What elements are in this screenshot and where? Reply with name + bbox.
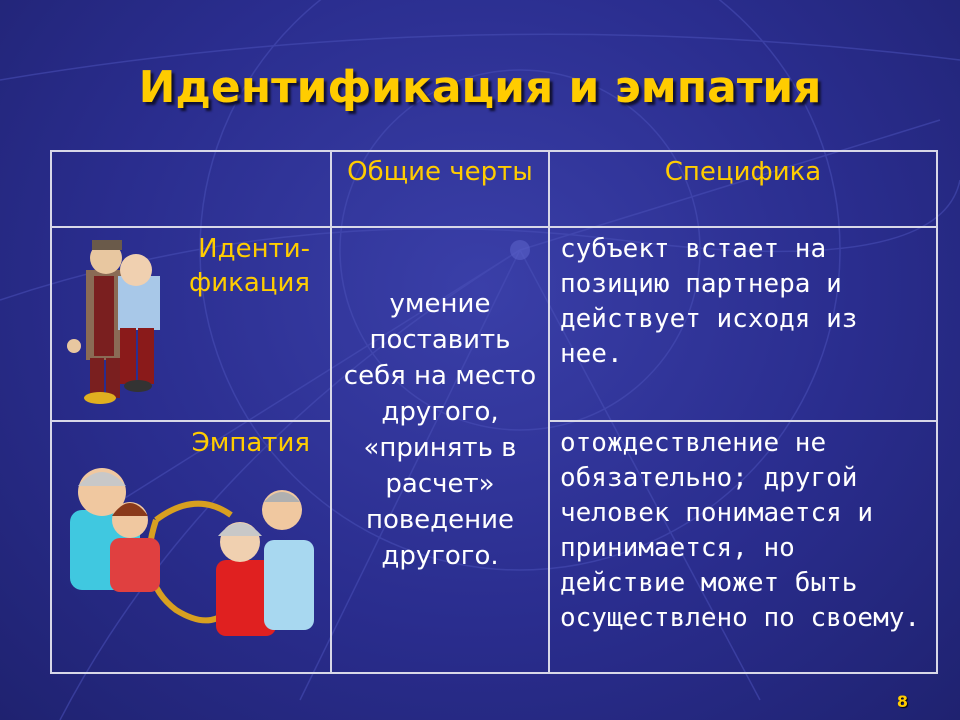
header-common (331, 151, 549, 227)
row-identification-specific-cell (549, 227, 937, 421)
row-identification-label-cell (51, 227, 331, 421)
common-features-text: умение поставить себя на место другого, «принять в расчет» поведение другого. (343, 289, 537, 571)
common-features-cell (331, 227, 549, 673)
comparison-table (50, 150, 938, 674)
slide-title: Идентификация и эмпатия (138, 62, 822, 113)
two-figures-clipart-icon (64, 236, 176, 408)
page-number: 8 (896, 692, 908, 711)
header-specific (549, 151, 937, 227)
header-specific-text: Специфика (664, 157, 822, 187)
row-empathy-label: Эмпатия (191, 428, 310, 458)
hugging-family-clipart-icon (66, 450, 316, 640)
row-identification-label: Иденти-фикация (189, 234, 310, 298)
row-empathy-specific: отождествление не обязательно; другой человек понимается и принимается, но действие может быть осуществлено по своему. (560, 428, 921, 633)
row-empathy-specific-cell (549, 421, 937, 673)
row-identification-specific: субъект встает на позицию партнера и действует исходя из нее. (560, 234, 858, 369)
table-corner-cell (51, 151, 331, 227)
row-empathy-label-cell (51, 421, 331, 673)
header-common-text: Общие черты (347, 157, 533, 187)
